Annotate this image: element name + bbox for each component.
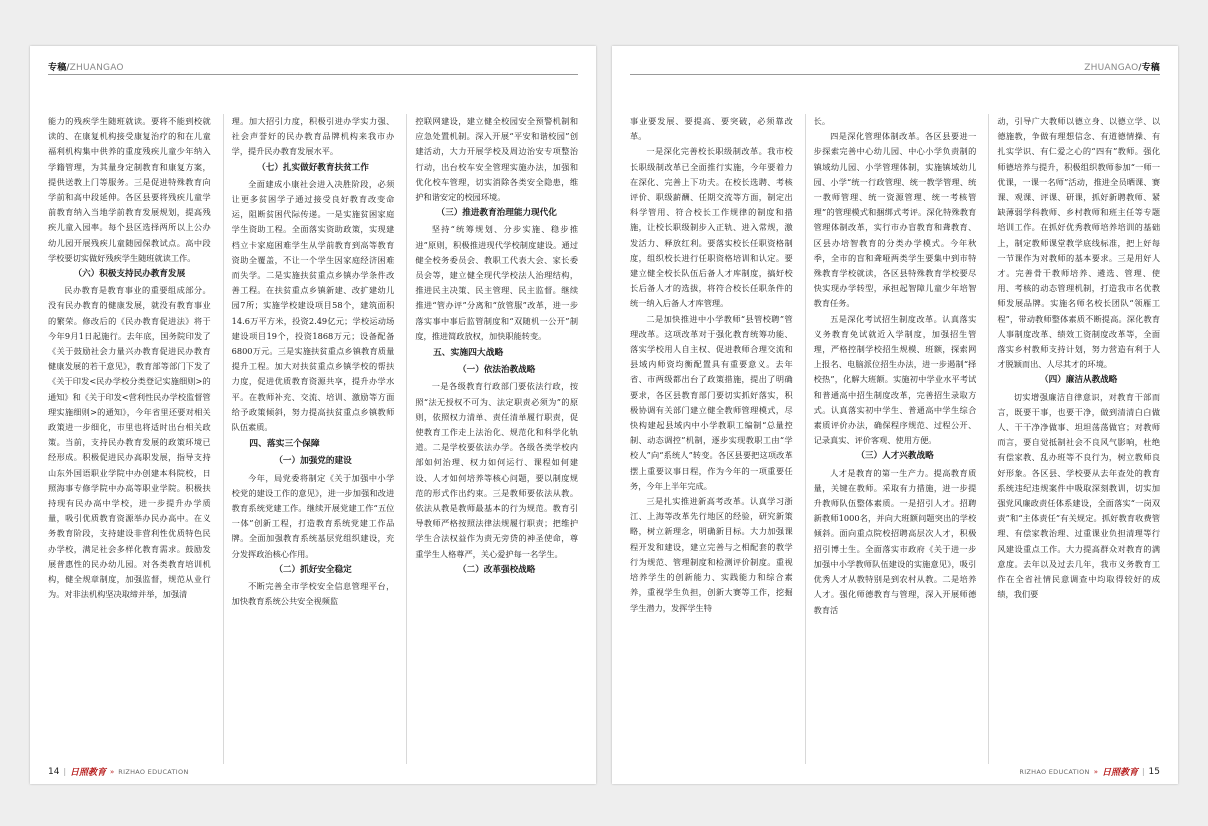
paragraph: 长。 (813, 116, 831, 126)
subsection-heading: （二）抓好安全稳定 (274, 564, 352, 575)
footer-arrows: » (110, 767, 115, 776)
right-columns (630, 114, 1160, 764)
footer-separator: | (1142, 767, 1145, 776)
left-page-header (48, 60, 124, 73)
subsection-heading: （一）加强党的建设 (274, 456, 352, 467)
paragraph: 一是各级教育行政部门要依法行政，按照“法无授权不可为、法定职责必须为”的原则，依照权力清单、责任清单履行职责，促使教育工作走上法治化、规范化和科学化轨道。二是学校要依法办学。各级各类学校内部如何治理、权力如何运行、课程如何建设、人才如何培养等核心问题，要以制度规范的形式作出约束。三是教师要依法从教。依法从教是教师最基本的行为规范。教育引导教师严格按照法律法规履行职责；把维护学生合法权益作为责无旁贷的神圣使命，尊重学生人格尊严，关心爱护每一名学生。 (415, 381, 579, 559)
paragraph: 切实增强廉洁自律意识，对教育干部而言，既要干事，也要干净，做到清清白白做人、干干净净做事、坦坦荡荡做官；对教师而言，要自觉抵制社会不良风气影响，杜绝有偿家教、乱办班等不良行为，树立教师良好形象。各区县、学校要从去年查处的教育系统违纪违规案件中吸取深刻教训，切实加强党风廉政责任体系建设，全面落实“一岗双责”和“主体责任”有关规定。抓好教育收费管理、有偿家教治理、过重课业负担清理等行风建设重点工作。大力提高群众对教育的满意度。去年以及过去几年，我市义务教育工作在全省社情民意调查中均取得较好的成绩，我们要 (997, 391, 1161, 600)
footer-arrows: » (1093, 767, 1098, 776)
section-heading: 四、落实三个保障 (249, 439, 320, 450)
header-rule (630, 74, 1160, 75)
subsection-heading: （二）改革强校战略 (458, 564, 536, 575)
right-page-footer (1019, 765, 1160, 778)
right-column-2 (805, 114, 977, 764)
paragraph: 二是加快推进中小学教师“县管校聘”管理改革。这项改革对于强化教育统筹功能、落实学校用人自主权、促进教师合理交流和县域内师资均衡配置具有重要意义。去年省、市两级都出台了政策措施，提出了明确要求，各区县教育部门要切实抓好落实，积极协调有关部门建立健全教师管理模式，尽快构建起县域内中小学教职工编制“总量控制、动态调控”机制，逐步实现教职工由“学校人”向“系统人”转变。各区县要把这项改革摆上重要议事日程，作为今年的一项重要任务，今年上半年完成。 (630, 313, 793, 491)
right-column-3 (988, 114, 1160, 764)
subsection-heading: （六）积极支持民办教育发展 (73, 269, 186, 280)
header-rule (48, 74, 578, 75)
left-page (30, 46, 596, 784)
magazine-english-name: RIZHAO EDUCATION (1019, 767, 1090, 776)
paragraph: 人才是教育的第一生产力。提高教育质量，关键在教师。采取有力措施，进一步提升教师队伍整体素质。一是招引人才。招聘新教师1000名，并向大班额问题突出的学校倾斜。面向重点院校招聘高层次人才，积极招引博士生。全面落实市政府《关于进一步加强中小学教师队伍建设的实施意见》，吸引优秀人才从教特别是到农村从教。二是培养人才。强化师德教育与管理，深入开展师德教育活 (813, 467, 977, 615)
subsection-heading: （四）廉洁从教战略 (1040, 375, 1118, 386)
footer-separator: | (63, 767, 66, 776)
section-english: ZHUANGAO (1084, 63, 1139, 73)
header-separator: / (1138, 63, 1142, 73)
paragraph: 五是深化考试招生制度改革。认真落实义务教育免试就近入学制度，加强招生管理，严格控制学校招生规模、班额，探索网上报名、电脑派位招生办法，进一步遏制“择校热”，化解大班额。实施初中学业水平考试和普通高中招生制度改革，完善招生录取方式。认真落实初中学生、普通高中学生综合素质评价办法，确保程序规范、过程公开、记录真实、评价客观、使用方便。 (813, 313, 977, 446)
page-number: 15 (1148, 766, 1160, 777)
paragraph: 四是深化管理体制改革。各区县要进一步探索完善中心幼儿园、中心小学负责制的镇域幼儿园、小学管理体制，实施镇域幼儿园、小学“统一行政管理、统一教学管理、统一教师管理、统一资源管理、统一考核管理”的管理模式和捆绑式考评。深化特殊教育管理体制改革，实行市办盲教育和聋教育、区县办培智教育的分类办学模式。今年秋季，全市的盲和聋哑两类学生要集中到市特殊教育学校就读，各区县特殊教育学校要尽快实现办学转型，承担起智障儿童少年培智教育任务。 (813, 131, 977, 309)
section-heading: 五、实施四大战略 (432, 348, 504, 359)
right-page-header (1084, 60, 1160, 73)
left-columns (48, 114, 578, 764)
paragraph: 能力的残疾学生随班就读。要将不能到校就读的、在康复机构接受康复治疗的和在儿童福利机构集中供养的重度残疾儿童少年纳入学籍管理，为其量身定制教育和康复方案，提供送教上门等服务。三是促进特殊教育向学前和高中段延伸。各区县要将残疾儿童学前教育纳入当地学前教育发展规划，提高残疾儿童入园率。每个县区选择两所以上公办幼儿园开展残疾儿童随园保教试点。高中段学校要切实做好残疾学生随班就读工作。 (48, 116, 211, 263)
left-column-2 (223, 114, 395, 764)
paragraph: 控联网建设，建立健全校园安全预警机制和应急处置机制。深入开展“平安和谐校园”创建活动，大力开展学校及周边治安专项整治行动，出台校车安全管理实施办法，加强和优化校车管理，切实消除各类安全隐患，维护和谐安定的校园环境。 (415, 116, 579, 203)
paragraph: 理。加大招引力度，积极引进办学实力强、社会声誉好的民办教育品牌机构来我市办学，提升民办教育发展水平。 (231, 116, 395, 157)
paragraph: 不断完善全市学校安全信息管理平台，加快教育系统公共安全视频监 (231, 581, 395, 607)
subsection-heading: （三）人才兴教战略 (856, 451, 934, 462)
subsection-heading: （三）推进教育治理能力现代化 (436, 208, 557, 219)
left-page-footer (48, 765, 189, 778)
magazine-english-name: RIZHAO EDUCATION (118, 767, 189, 776)
paragraph: 事业要发展、要提高、要突破，必须靠改革。 (630, 116, 793, 142)
magazine-logo: 日照教育 (1102, 768, 1139, 778)
magazine-logo: 日照教育 (69, 768, 106, 778)
paragraph: 坚持“统筹规划、分步实施、稳步推进”原则，积极推进现代学校制度建设。通过健全校务委员会、教职工代表大会、家长委员会等，建立健全现代学校法人治理结构，推进民主决策、民主管理、民主监督。继续推进“管办评”分离和“放管服”改革，进一步落实事中事后监管制度和“双随机一公开”制度，推进简政放权，加快职能转变。 (415, 224, 579, 341)
paragraph: 全面建成小康社会进入决胜阶段，必须让更多贫困学子通过接受良好教育改变命运，阻断贫困代际传递。一是实施贫困家庭学生资助工程。全面落实资助政策，实现建档立卡家庭困难学生从学前教育到高等教育资助全覆盖，不让一个学生因家庭经济困难而失学。二是实施扶贫重点乡镇办学条件改善工程。在扶贫重点乡镇新建、改扩建幼儿园7所；实施学校建设项目58个，建筑面积14.6万平方米，投资2.49亿元；学校运动场建设项目19个，投资1868万元；设备配备6800万元。三是实施扶贫重点乡镇教育质量提升工程。加大对扶贫重点乡镇学校的帮扶力度，促进优质教育资源共享，提升办学水平。在教师补充、交流、培训、激励等方面给予政策倾斜，努力提高扶贫重点乡镇教师队伍素质。 (231, 178, 395, 433)
paragraph: 一是深化完善校长职级制改革。我市校长职级制改革已全面推行实施，今年要着力在深化、完善上下功夫。在校长选聘、考核评价、职级薪酬、任期交流等方面，制定出科学管用、符合校长工作规律的制度和措施，让校长职级制步入正轨、进入常规，激发活力、释放红利。要落实校长任职资格制度，组织校长进行任职资格培训和认定。要建立健全校长队伍后备人才库制度，搞好校长后备人才的选拔，将符合校长任职条件的统一纳入后备人才库管理。 (630, 146, 793, 309)
paragraph: 民办教育是教育事业的重要组成部分。没有民办教育的健康发展，就没有教育事业的繁荣。修改后的《民办教育促进法》将于今年9月1日起施行。去年底，国务院印发了《关于鼓励社会力量兴办教育促进民办教育健康发展的若干意见》，教育部等部门下发了《关于印发<民办学校分类登记实施细则>的通知》和《关于印发<营利性民办学校监督管理实施细则>的通知》，今年省里还要对相关政策进一步细化，市里也将适时出台相关政策。当前，支持民办教育发展的政策环境已经形成。积极促进民办高职发展，指导支持山东外国语职业学院中办创建本科院校，日照海事专修学院中办高等职业学院。积极扶持现有民办高中学校，进一步提升办学质量，吸引优质教育资源举办民办高中。在义务教育阶段，支持建设非营利性优质特色民办学校，满足社会多样化教育需求。鼓励发展普惠性的民办幼儿园。对各类教育培训机构，健全规章制度，加强监督，规范从业行为。对非法机构坚决取缔并举，加强清 (48, 285, 211, 600)
section-label: 专稿 (1141, 63, 1160, 73)
right-column-1 (630, 114, 793, 764)
paragraph: 三是扎实推进新高考改革。认真学习浙江、上海等改革先行地区的经验，研究新策略，树立新理念，明确新目标。大力加强课程开发和建设，建立完善与之相配套的教学行为规范、管理制度和检测评价制度。重视培养学生的创新能力、实践能力和综合素养，重视学生负担，创新大赛等工作，挖掘学生潜力，发挥学生特 (630, 496, 793, 613)
subsection-heading: （七）扎实做好教育扶贫工作 (257, 162, 369, 173)
header-separator: / (66, 63, 70, 73)
paragraph: 今年，局党委将制定《关于加强中小学校党的建设工作的意见》，进一步加强和改进教育系统党建工作。继续开展党建工作“五位一体”创新工程，打造教育系统党建工作品牌。全面加强教育系统基层党组织建设，充分发挥政治核心作用。 (231, 472, 395, 559)
subsection-heading: （一）依法治教战略 (458, 365, 536, 376)
section-english: ZHUANGAO (69, 63, 124, 73)
paragraph: 动，引导广大教师以德立身、以德立学、以德施教，争做有理想信念、有道德情操、有扎实学识、有仁爱之心的“四有”教师。强化师德培养与提升，积极组织教师参加“一师一优课，一课一名师”活动，推进全员晒课、赛课、观课、评课、研课，抓好新聘教师、紧缺薄弱学科教师、乡村教师和班主任等专题培训工作。在抓好优秀教师培养培训的基础上，制定教师课堂教学底线标准，把上好每一节课作为对教师的基本要求。三是用好人才。完善骨干教师培养、遴选、管理、使用、考核的动态管理机制，打造我市名优教师发展品牌。实施名师名校长团队“领雁工程”，带动教师整体素质不断提高。深化教育人事制度改革、绩效工资制度改革等，全面落实乡村教师支持计划，努力营造有利于人才脱颖而出、人尽其才的环境。 (997, 116, 1161, 370)
page-number: 14 (48, 766, 60, 777)
right-page (612, 46, 1178, 784)
section-label: 专稿 (48, 63, 67, 73)
left-column-3 (406, 114, 578, 764)
left-column-1 (48, 114, 211, 764)
